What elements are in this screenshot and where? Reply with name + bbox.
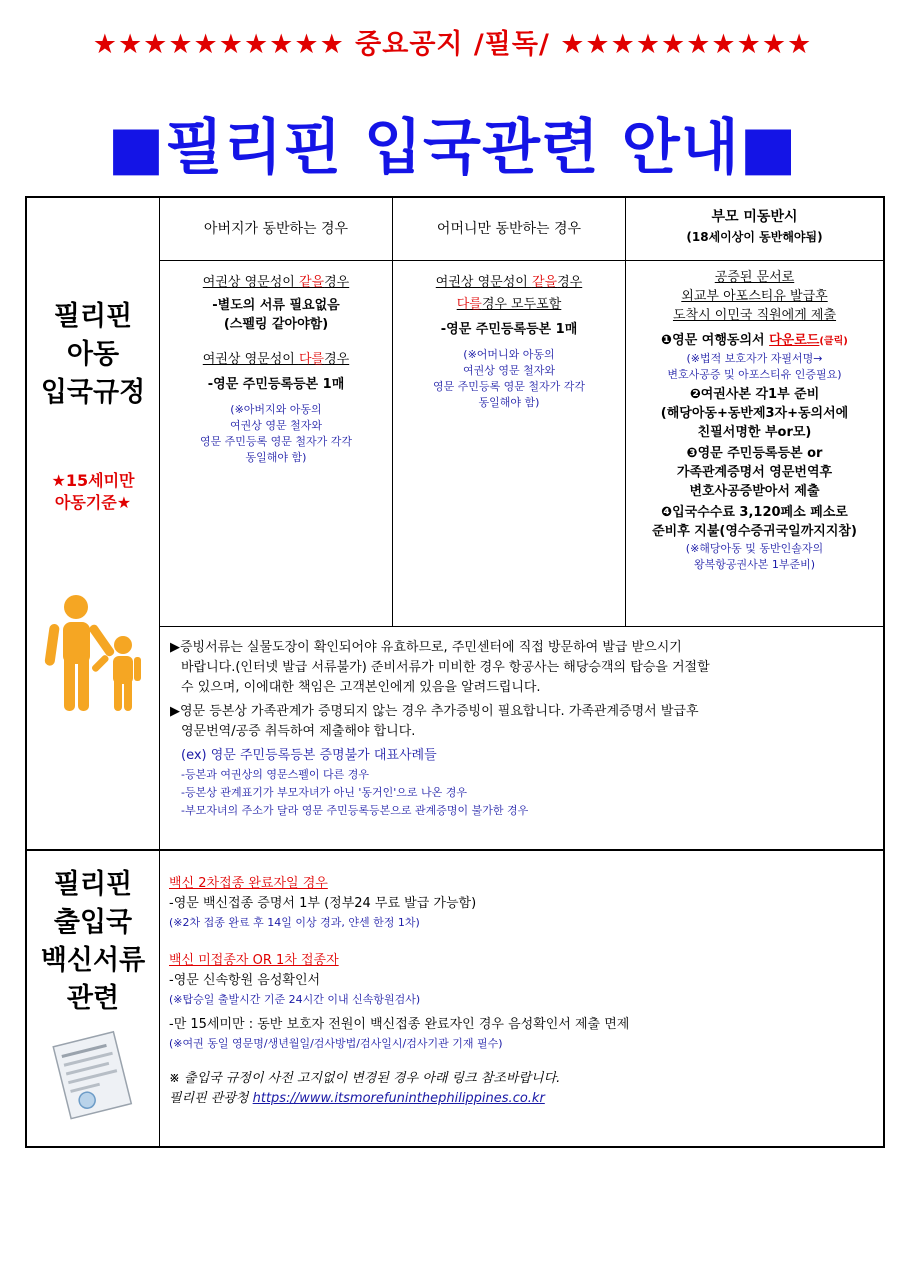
unvaccinated-heading: 백신 미접종자 OR 1차 접종자 <box>169 953 339 968</box>
example-title: (ex) 영문 주민등록등본 증명불가 대표사례들 <box>181 748 437 763</box>
same-surname-heading: 여권상 영문성이 같을경우 <box>202 275 350 290</box>
father-case-content: 여권상 영문성이 같을경우 -별도의 서류 필요없음 (스펠링 같아야함) 여권상 영문성이 다를경우 -영문 주민등록등본 1매 (※아버지와 아동의 여권상 영문 철자와 영문 주민등록 영문 철자가 각각 동일해야 함) <box>160 273 392 466</box>
mother-case-content: 여권상 영문성이 같을경우 다를경우 모두포함 -영문 주민등록등본 1매 (※어머니와 아동의 여권상 영문 철자와 영문 주민등록 영문 철자가 각각 동일해야 함) <box>393 273 625 411</box>
vaccine-docs-content: 백신 2차접종 완료자일 경우 -영문 백신접종 증명서 1부 (정부24 무료 발급 가능함) (※2차 접종 완료 후 14일 이상 경과, 얀센 한정 1차) 백신 미접종자 OR 1차 접종자 -영문 신속항원 음성확인서 (※탑승일 출발시간 기준 24시간 이내 신속항원검사) -만 15세미만 : 동반 보호자 전원이 백신접종 완료자인 경우 음성확인서 제출 면제 (※여권 동일 영문명/생년월일/검사방법/검사일시/검사기관 기재 필수) ※ 출입국 규정이 사전 고지없이 변경된 경우 아래 링크 참조바랍니다. 필리핀 관광청 https://www.itsmorefuninthephilippines.co.kr <box>169 874 881 1109</box>
no-parent-case-content: 공증된 문서로 외교부 아포스티유 발급후 도착시 이민국 직원에게 제출 ❶영문 여행동의서 다운로드(클릭) (※법적 보호자가 자필서명→ 변호사공증 및 아포스티유 인증필요) ❷여권사본 각1부 준비 (해당아동+동반제3자+동의서에 친필서명한 부or모) ❸영문 주민등록등본 or 가족관계증명서 영문번역후 변호사공증받아서 제출 ❹입국수수료 3,120페소 페소로 준비후 지불(영수증귀국일까지지참) (※해당아동 및 동반인솔자의 왕복항공권사본 1부준비) <box>652 270 857 571</box>
col-header-father: 아버지가 동반하는 경우 <box>203 221 349 237</box>
info-table <box>25 196 885 1148</box>
tourism-board-link[interactable]: https://www.itsmorefuninthephilippines.co.kr <box>252 1091 545 1106</box>
consent-form-download-link[interactable]: 다운로드 <box>769 333 820 348</box>
father-note: (※아버지와 아동의 여권상 영문 철자와 영문 주민등록 영문 철자가 각각 동일해야 함) <box>199 403 353 464</box>
fully-vaccinated-heading: 백신 2차접종 완료자일 경우 <box>169 876 328 891</box>
page-title: ■필리핀 입국관련 안내■ <box>107 113 798 183</box>
document-certificate-icon <box>47 1026 139 1121</box>
parent-child-icon <box>41 593 151 713</box>
vaccine-docs-label: 필리핀 출입국 백신서류 관련 <box>40 869 146 1014</box>
child-notes: ▶증빙서류는 실물도장이 확인되어야 유효하므로, 주민센터에 직접 방문하여 발급 받으시기 바랍니다.(인터넷 발급 서류불가) 준비서류가 미비한 경우 항공사는 해당승객의 탑승을 거절할 수 있으며, 이에대한 책임은 고객본인에게 있음을 알려드립니다. ▶영문 등본상 가족관계가 증명되지 않는 경우 추가증빙이 필요합니다. 가족관계증명서 발급후 영문번역/공증 취득하여 제출해야 합니다. (ex) 영문 주민등록등본 증명불가 대표사례들 -등본과 여권상의 영문스펠이 다른 경우 -등본상 관계표기가 부모자녀가 아닌 '동거인'으로 나온 경우 -부모자녀의 주소가 달라 영문 주민등록등본으로 관계증명이 불가한 경우 <box>170 638 880 820</box>
col-header-mother: 어머니만 동반하는 경우 <box>436 221 582 237</box>
age-criteria-note: ★15세미만 아동기준★ <box>51 471 135 512</box>
mother-note: (※어머니와 아동의 여권상 영문 철자와 영문 주민등록 영문 철자가 각각 동일해야 함) <box>432 348 586 409</box>
col-header-no-parent: 부모 미동반시 (18세이상이 동반해야됨) <box>686 209 823 244</box>
important-notice-banner: ★★★★★★★★★★ 중요공지 /필독/ ★★★★★★★★★★ <box>92 29 813 60</box>
diff-surname-heading: 여권상 영문성이 다를경우 <box>202 352 350 367</box>
child-entry-label: 필리핀 아동 입국규정 <box>40 301 146 408</box>
